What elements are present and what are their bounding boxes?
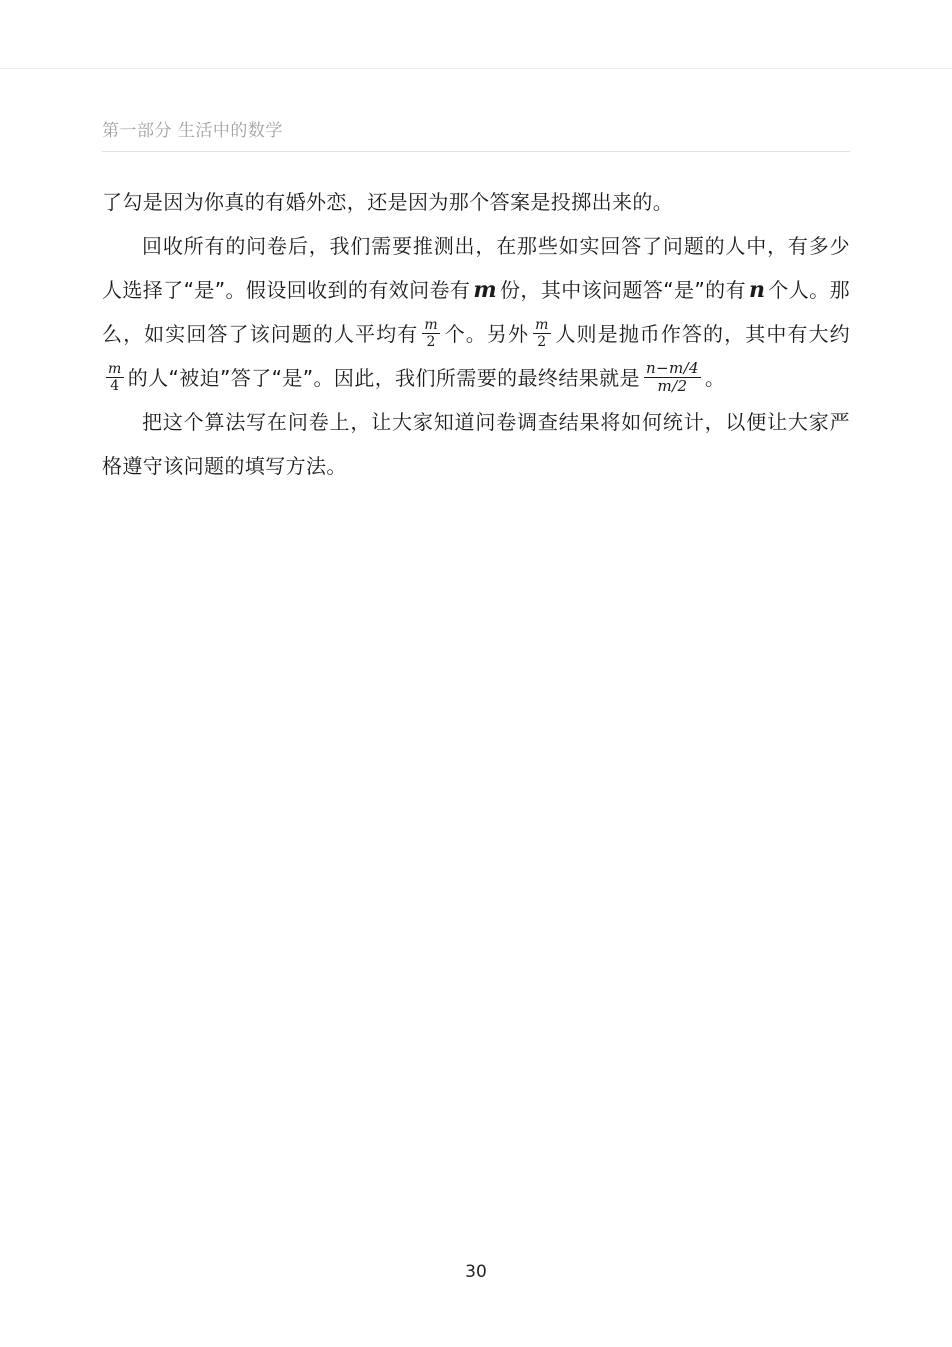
body-text (102, 180, 850, 488)
paragraph-2-text-c: 个人。那么，如实回答了该问题的人平均有 (102, 278, 850, 346)
fraction-final-result (644, 361, 701, 394)
fraction-numerator: n−m/4 (645, 359, 699, 377)
chapter-title: 第一部分 生活中的数学 (102, 121, 283, 141)
fraction-m-over-4 (106, 362, 124, 393)
fraction-denominator: 4 (110, 378, 120, 394)
running-header (102, 116, 850, 152)
paragraph-2 (102, 224, 850, 400)
paragraph-1: 了勾是因为你真的有婚外恋，还是因为那个答案是投掷出来的。 (102, 190, 674, 214)
paragraph-2-text-d: 个。另外 (444, 322, 530, 346)
paragraph-2-text-f: 的人“被迫”答了“是”。因此，我们所需要的最终结果就是 (127, 366, 640, 390)
paragraph-2-text-g: 。 (705, 366, 726, 390)
fraction-numerator: m (108, 361, 122, 377)
fraction-numerator: m (535, 317, 549, 333)
variable-n: n (748, 277, 766, 303)
fraction-denominator: 2 (537, 334, 547, 350)
paragraph-2-text-a: 回收所有的问卷后，我们需要推测出，在那些如实回答了问题的人中，有多少人选择了“是”。假设回收到的有效问卷有 (102, 234, 850, 302)
fraction-denominator: 2 (426, 334, 436, 350)
paragraph-2-text-b: 份，其中该问题答“是”的有 (500, 278, 746, 302)
paragraph-2-text-e: 人则是抛币作答的，其中有大约 (554, 322, 850, 346)
top-divider (0, 68, 952, 69)
fraction-numerator: m (424, 317, 439, 333)
fraction-denominator: m/2 (657, 377, 688, 395)
page-number: 30 (465, 1262, 487, 1278)
fraction-m-over-2 (422, 318, 440, 349)
variable-m: m (473, 277, 498, 303)
fraction-m-over-2-second (533, 318, 551, 349)
paragraph-3: 把这个算法写在问卷上，让大家知道问卷调查结果将如何统计，以便让大家严格遵守该问题的填写方法。 (102, 410, 850, 478)
